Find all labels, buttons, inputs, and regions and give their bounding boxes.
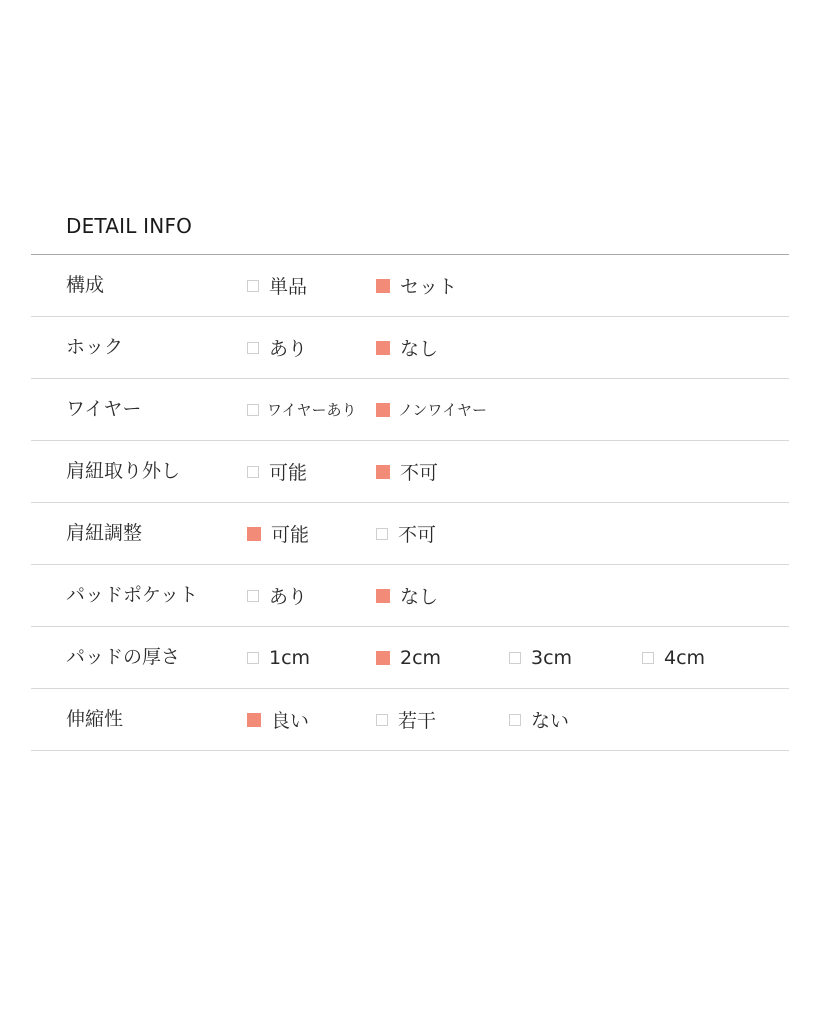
option-label: 3cm: [531, 646, 573, 669]
option-item: [376, 689, 436, 750]
unchecked-box-icon: [642, 652, 654, 664]
checked-box-icon: [376, 589, 390, 603]
option-label: 可能: [271, 524, 310, 546]
option-item: [247, 627, 310, 688]
option-item: [247, 317, 307, 378]
unchecked-box-icon: [509, 714, 521, 726]
option-label: 4cm: [664, 646, 706, 669]
detail-row: [31, 317, 789, 379]
unchecked-box-icon: [247, 652, 259, 664]
checked-box-icon: [247, 527, 261, 541]
checked-box-icon: [247, 713, 261, 727]
unchecked-box-icon: [247, 280, 259, 292]
detail-row: [31, 379, 789, 441]
option-label: ない: [531, 710, 570, 732]
unchecked-box-icon: [376, 528, 388, 540]
option-item: [376, 379, 487, 440]
row-label: パッドポケット: [66, 584, 199, 606]
option-item: [247, 689, 309, 750]
option-item: [376, 503, 436, 564]
option-item: [247, 255, 307, 316]
option-item: [509, 689, 569, 750]
option-label: 若干: [398, 710, 437, 732]
row-label: パッドの厚さ: [66, 646, 181, 668]
option-label: 単品: [269, 276, 308, 298]
checked-box-icon: [376, 465, 390, 479]
option-label: 可能: [269, 462, 308, 484]
option-item: [376, 317, 438, 378]
option-label: 1cm: [269, 646, 311, 669]
row-label: 伸縮性: [66, 708, 124, 730]
detail-row: [31, 255, 789, 317]
row-label: 肩紐調整: [66, 522, 143, 544]
option-label: セット: [400, 276, 458, 298]
option-label: ノンワイヤー: [398, 401, 487, 419]
unchecked-box-icon: [247, 404, 259, 416]
option-item: [376, 565, 438, 626]
detail-row: [31, 503, 789, 565]
checked-box-icon: [376, 403, 390, 417]
detail-row: [31, 441, 789, 503]
detail-table: [31, 255, 789, 751]
option-label: あり: [269, 586, 308, 608]
option-label: 良い: [271, 710, 310, 732]
unchecked-box-icon: [247, 590, 259, 602]
option-item: [247, 565, 307, 626]
row-label: 肩紐取り外し: [66, 460, 181, 482]
row-label: ホック: [66, 336, 124, 358]
option-item: [247, 441, 307, 502]
detail-row: [31, 689, 789, 751]
unchecked-box-icon: [247, 342, 259, 354]
detail-row: [31, 565, 789, 627]
detail-info-section: [31, 208, 789, 751]
option-item: [509, 627, 572, 688]
section-title: DETAIL INFO: [31, 208, 789, 255]
option-label: あり: [269, 338, 308, 360]
option-label: 2cm: [400, 646, 442, 669]
option-item: [247, 503, 309, 564]
option-item: [376, 441, 438, 502]
option-label: 不可: [400, 462, 439, 484]
unchecked-box-icon: [247, 466, 259, 478]
detail-row: [31, 627, 789, 689]
unchecked-box-icon: [509, 652, 521, 664]
unchecked-box-icon: [376, 714, 388, 726]
row-label: ワイヤー: [66, 398, 142, 420]
option-label: 不可: [398, 524, 437, 546]
checked-box-icon: [376, 341, 390, 355]
option-item: [376, 255, 457, 316]
row-label: 構成: [66, 274, 105, 296]
option-item: [247, 379, 357, 440]
option-item: [376, 627, 441, 688]
checked-box-icon: [376, 279, 390, 293]
option-item: [642, 627, 705, 688]
option-label: なし: [400, 338, 439, 360]
option-label: なし: [400, 586, 439, 608]
checked-box-icon: [376, 651, 390, 665]
option-label: ワイヤーあり: [267, 401, 357, 419]
